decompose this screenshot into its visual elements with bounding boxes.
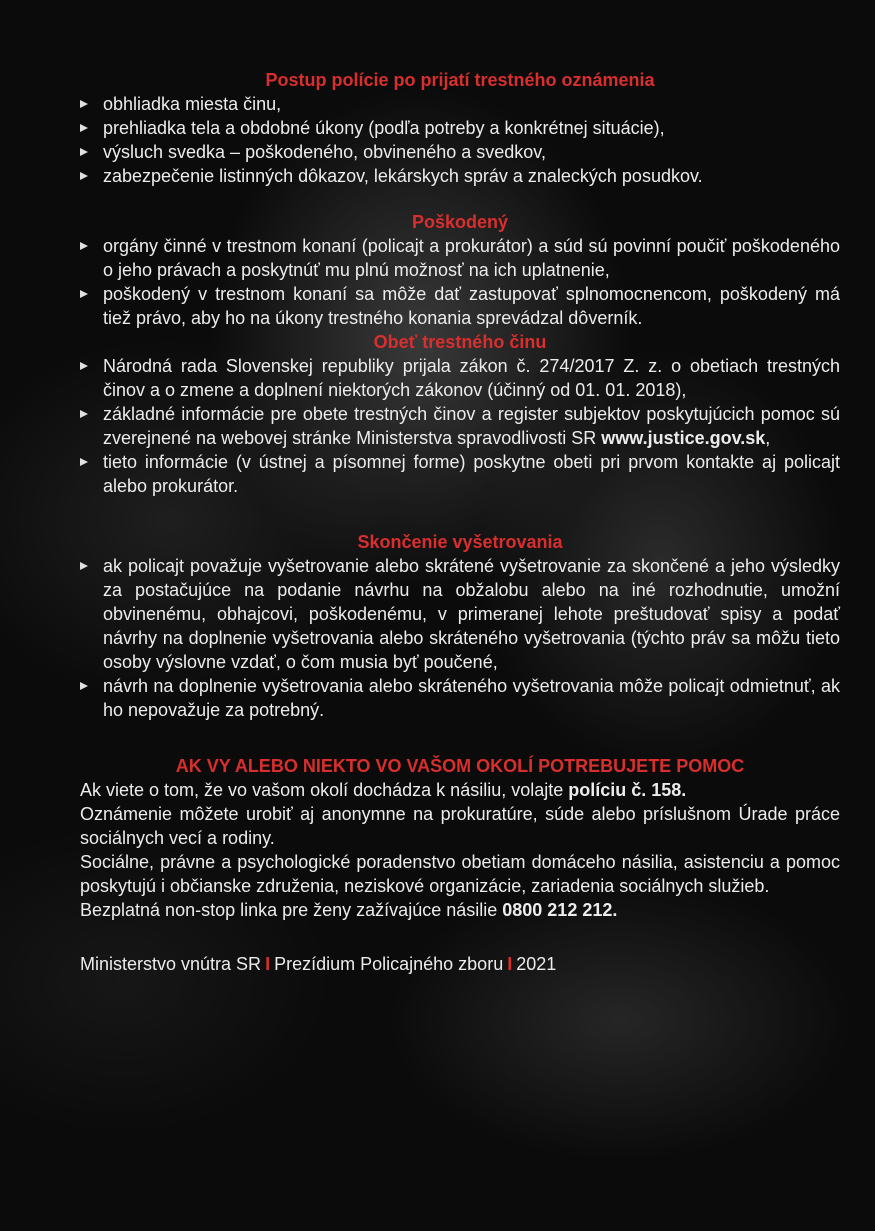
section-heading-crime-victim: Obeť trestného činu <box>373 332 547 352</box>
bullet-arrow-icon <box>80 290 88 298</box>
end-of-investigation-list <box>80 554 840 722</box>
footer-year: 2021 <box>516 954 557 974</box>
bullet-arrow-icon <box>80 242 88 250</box>
crime-victim-list <box>80 354 840 498</box>
list-item: základné informácie pre obete trestných činov a register subjektov poskytujúcich pomoc sú zverejnené na webovej stránke Ministerstva spravodlivosti SR www.justice.gov.sk, <box>80 402 840 450</box>
help-paragraph-hotline: Bezplatná non-stop linka pre ženy zažívajúce násilie 0800 212 212. <box>80 900 618 920</box>
hotline-number: 0800 212 212. <box>502 900 618 920</box>
bullet-arrow-icon <box>80 562 88 570</box>
justice-website-link[interactable]: www.justice.gov.sk <box>601 428 766 448</box>
section-heading-end-of-investigation: Skončenie vyšetrovania <box>357 532 563 552</box>
bullet-arrow-icon <box>80 124 88 132</box>
list-item: Národná rada Slovenskej republiky prijala zákon č. 274/2017 Z. z. o obetiach trestných činov a o zmene a doplnení niektorých zákonov (účinný od 01. 01. 2018), <box>80 354 840 402</box>
bullet-arrow-icon <box>80 682 88 690</box>
footer-separator: I <box>507 954 513 974</box>
footer-separator: I <box>265 954 271 974</box>
help-paragraph-police: Ak viete o tom, že vo vašom okolí dochádza k násiliu, volajte políciu č. 158. <box>80 780 687 800</box>
footer-presidium: Prezídium Policajného zboru <box>274 954 504 974</box>
police-procedure-list <box>80 92 840 188</box>
victim-list <box>80 234 840 330</box>
list-item: výsluch svedka – poškodeného, obvineného a svedkov, <box>80 140 840 164</box>
bullet-arrow-icon <box>80 458 88 466</box>
list-item: orgány činné v trestnom konaní (policajt a prokurátor) a súd sú povinní poučiť poškodeného o jeho právach a poskytnúť mu plnú možnosť na ich uplatnenie, <box>80 234 840 282</box>
help-heading: AK VY ALEBO NIEKTO VO VAŠOM OKOLÍ POTREBUJETE POMOC <box>175 756 745 776</box>
list-item: ak policajt považuje vyšetrovanie alebo skrátené vyšetrovanie za skončené a jeho výsledky za postačujúce na podanie návrhu na obžalobu alebo na iné rozhodnutie, umožní obvinenému, obhajcovi, poškodenému, v primeranej lehote preštudovať spisy a podať návrhy na doplnenie vyšetrovania alebo skráteného vyšetrovania (týchto práv sa môžu tieto osoby výslovne vzdať, o čom musia byť poučené, <box>80 554 840 674</box>
bullet-arrow-icon <box>80 362 88 370</box>
list-item: obhliadka miesta činu, <box>80 92 840 116</box>
spacer <box>80 188 840 210</box>
help-paragraph-anonymous: Oznámenie môžete urobiť aj anonymne na prokuratúre, súde alebo príslušnom Úrade práce sociálnych vecí a rodiny. <box>80 804 840 848</box>
spacer <box>80 498 840 530</box>
section-heading-police: Postup polície po prijatí trestného oznámenia <box>265 70 655 90</box>
bullet-arrow-icon <box>80 148 88 156</box>
list-item: poškodený v trestnom konaní sa môže dať zastupovať splnomocnencom, poškodený má tiež právo, aby ho na úkony trestného konania sprevádzal dôverník. <box>80 282 840 330</box>
leaflet-content <box>80 68 840 976</box>
list-item: návrh na doplnenie vyšetrovania alebo skráteného vyšetrovania môže policajt odmietnuť, ak ho nepovažuje za potrebný. <box>80 674 840 722</box>
spacer <box>80 722 840 754</box>
section-heading-victim: Poškodený <box>411 212 509 232</box>
bullet-arrow-icon <box>80 172 88 180</box>
police-number: políciu č. 158. <box>568 780 687 800</box>
list-item: zabezpečenie listinných dôkazov, lekárskych správ a znaleckých posudkov. <box>80 164 840 188</box>
list-item: prehliadka tela a obdobné úkony (podľa potreby a konkrétnej situácie), <box>80 116 840 140</box>
footer <box>80 952 840 976</box>
footer-ministry: Ministerstvo vnútra SR <box>80 954 262 974</box>
bullet-arrow-icon <box>80 410 88 418</box>
bullet-arrow-icon <box>80 100 88 108</box>
list-item: tieto informácie (v ústnej a písomnej forme) poskytne obeti pri prvom kontakte aj policajt alebo prokurátor. <box>80 450 840 498</box>
help-paragraph-counselling: Sociálne, právne a psychologické poradenstvo obetiam domáceho násilia, asistenciu a pomoc poskytujú i občianske združenia, neziskové organizácie, zariadenia sociálnych služieb. <box>80 852 840 896</box>
